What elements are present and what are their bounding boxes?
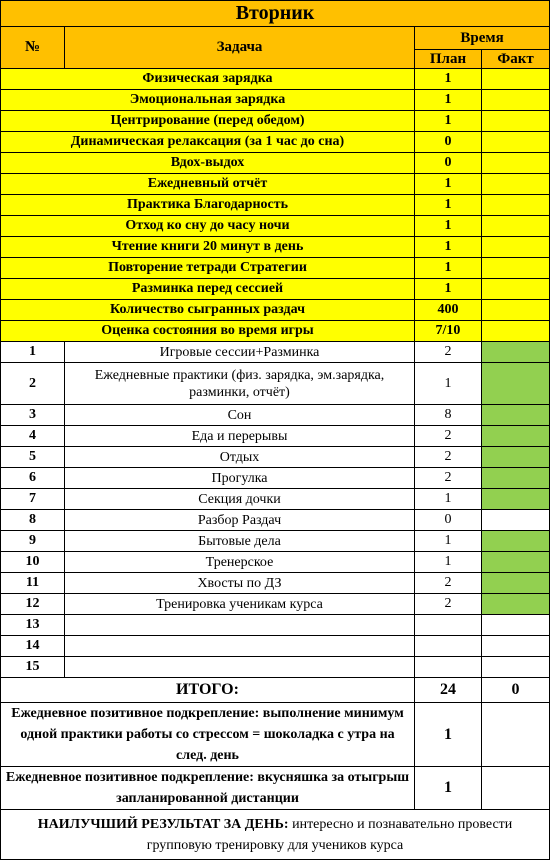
day-title: Вторник <box>1 1 550 27</box>
daily-practice-row <box>1 300 550 321</box>
best-result-text: интересно и познавательно провести групповую тренировку для учеников курса <box>146 816 513 853</box>
task-row <box>1 363 550 405</box>
task-row <box>1 510 550 531</box>
reinforcement-text: Ежедневное позитивное подкрепление: выполнение минимум одной практики работы со стрессом = шоколадка с утра на след. день <box>1 703 415 767</box>
task-plan[interactable] <box>415 657 482 678</box>
task-number: 2 <box>1 363 65 405</box>
total-plan: 24 <box>415 678 482 703</box>
task-fact[interactable] <box>482 594 550 615</box>
task-fact[interactable] <box>482 531 550 552</box>
daily-practice-plan: 1 <box>415 216 482 237</box>
task-name[interactable] <box>65 615 415 636</box>
best-result <box>1 810 550 860</box>
daily-practice-plan: 0 <box>415 153 482 174</box>
daily-practice-fact[interactable] <box>482 69 550 90</box>
task-fact[interactable] <box>482 510 550 531</box>
task-plan[interactable]: 2 <box>415 573 482 594</box>
total-fact: 0 <box>482 678 550 703</box>
task-number: 9 <box>1 531 65 552</box>
daily-practice-label: Повторение тетради Стратегии <box>1 258 415 279</box>
daily-practice-plan: 0 <box>415 132 482 153</box>
reinforcement-fact[interactable] <box>482 703 550 767</box>
daily-practice-row <box>1 90 550 111</box>
column-task-header: Задача <box>65 27 415 69</box>
daily-practice-label: Отход ко сну до часу ночи <box>1 216 415 237</box>
daily-practice-fact[interactable] <box>482 132 550 153</box>
daily-practice-row <box>1 216 550 237</box>
daily-practice-fact[interactable] <box>482 216 550 237</box>
daily-practice-row <box>1 111 550 132</box>
reinforcement-fact[interactable] <box>482 767 550 810</box>
task-name[interactable]: Бытовые дела <box>65 531 415 552</box>
task-fact[interactable] <box>482 489 550 510</box>
task-row <box>1 342 550 363</box>
task-plan[interactable]: 2 <box>415 468 482 489</box>
task-name[interactable]: Еда и перерывы <box>65 426 415 447</box>
task-name[interactable] <box>65 657 415 678</box>
reinforcement-text: Ежедневное позитивное подкрепление: вкусняшка за отыгрыш запланированной дистанции <box>1 767 415 810</box>
daily-practice-label: Количество сыгранных раздач <box>1 300 415 321</box>
daily-practice-fact[interactable] <box>482 258 550 279</box>
task-name[interactable]: Прогулка <box>65 468 415 489</box>
task-fact[interactable] <box>482 363 550 405</box>
daily-practice-plan: 1 <box>415 111 482 132</box>
column-fact-header: Факт <box>482 50 550 69</box>
daily-practice-fact[interactable] <box>482 90 550 111</box>
task-row <box>1 636 550 657</box>
task-name[interactable]: Тренерское <box>65 552 415 573</box>
total-label: ИТОГО: <box>1 678 415 703</box>
daily-practice-label: Динамическая релаксация (за 1 час до сна) <box>1 132 415 153</box>
task-number: 15 <box>1 657 65 678</box>
daily-practice-row <box>1 279 550 300</box>
daily-practice-plan: 1 <box>415 174 482 195</box>
task-plan[interactable]: 8 <box>415 405 482 426</box>
daily-practices-section <box>1 69 550 342</box>
task-row <box>1 405 550 426</box>
reinforcement-value: 1 <box>415 767 482 810</box>
task-name[interactable]: Сон <box>65 405 415 426</box>
task-row <box>1 531 550 552</box>
best-result-label: НАИЛУЧШИЙ РЕЗУЛЬТАТ ЗА ДЕНЬ: <box>37 816 289 832</box>
daily-practice-label: Разминка перед сессией <box>1 279 415 300</box>
daily-practice-row <box>1 258 550 279</box>
task-number: 1 <box>1 342 65 363</box>
daily-practice-fact[interactable] <box>482 279 550 300</box>
reinforcement-value: 1 <box>415 703 482 767</box>
task-fact[interactable] <box>482 657 550 678</box>
daily-practice-fact[interactable] <box>482 321 550 342</box>
daily-practice-row <box>1 237 550 258</box>
task-fact[interactable] <box>482 615 550 636</box>
task-plan[interactable]: 1 <box>415 531 482 552</box>
task-row <box>1 594 550 615</box>
task-row <box>1 573 550 594</box>
daily-practice-label: Физическая зарядка <box>1 69 415 90</box>
task-plan[interactable]: 2 <box>415 426 482 447</box>
task-plan[interactable]: 2 <box>415 447 482 468</box>
daily-practice-plan: 1 <box>415 195 482 216</box>
daily-practice-plan: 1 <box>415 258 482 279</box>
daily-practice-fact[interactable] <box>482 174 550 195</box>
task-number: 4 <box>1 426 65 447</box>
daily-practice-label: Центрирование (перед обедом) <box>1 111 415 132</box>
task-fact[interactable] <box>482 573 550 594</box>
daily-practice-row <box>1 174 550 195</box>
task-fact[interactable] <box>482 636 550 657</box>
task-fact[interactable] <box>482 342 550 363</box>
task-name[interactable]: Разбор Раздач <box>65 510 415 531</box>
column-plan-header: План <box>415 50 482 69</box>
daily-practice-row <box>1 132 550 153</box>
task-plan[interactable]: 0 <box>415 510 482 531</box>
daily-practice-label: Эмоциональная зарядка <box>1 90 415 111</box>
daily-practice-label: Оценка состояния во время игры <box>1 321 415 342</box>
task-number: 3 <box>1 405 65 426</box>
task-plan[interactable] <box>415 636 482 657</box>
task-number: 13 <box>1 615 65 636</box>
task-row <box>1 615 550 636</box>
task-number: 8 <box>1 510 65 531</box>
task-name[interactable]: Отдых <box>65 447 415 468</box>
task-fact[interactable] <box>482 405 550 426</box>
task-number: 5 <box>1 447 65 468</box>
daily-practice-plan: 7/10 <box>415 321 482 342</box>
task-plan[interactable]: 1 <box>415 363 482 405</box>
task-row <box>1 426 550 447</box>
daily-practice-fact[interactable] <box>482 195 550 216</box>
task-number: 10 <box>1 552 65 573</box>
daily-practice-fact[interactable] <box>482 300 550 321</box>
task-row <box>1 468 550 489</box>
task-number: 14 <box>1 636 65 657</box>
daily-practice-plan: 400 <box>415 300 482 321</box>
task-plan[interactable]: 1 <box>415 552 482 573</box>
daily-practice-plan: 1 <box>415 90 482 111</box>
daily-practice-plan: 1 <box>415 69 482 90</box>
task-fact[interactable] <box>482 552 550 573</box>
task-name[interactable] <box>65 636 415 657</box>
task-plan[interactable] <box>415 615 482 636</box>
daily-practice-label: Ежедневный отчёт <box>1 174 415 195</box>
task-plan[interactable]: 2 <box>415 594 482 615</box>
daily-practice-label: Вдох-выдох <box>1 153 415 174</box>
daily-practice-row <box>1 195 550 216</box>
daily-practice-row <box>1 153 550 174</box>
task-row <box>1 447 550 468</box>
task-name[interactable]: Секция дочки <box>65 489 415 510</box>
task-fact[interactable] <box>482 468 550 489</box>
task-number: 12 <box>1 594 65 615</box>
daily-practice-label: Чтение книги 20 минут в день <box>1 237 415 258</box>
daily-practice-plan: 1 <box>415 237 482 258</box>
daily-practice-fact[interactable] <box>482 111 550 132</box>
task-row <box>1 552 550 573</box>
task-name[interactable]: Тренировка ученикам курса <box>65 594 415 615</box>
task-plan[interactable]: 2 <box>415 342 482 363</box>
task-number: 7 <box>1 489 65 510</box>
task-name[interactable]: Игровые сессии+Разминка <box>65 342 415 363</box>
task-plan[interactable]: 1 <box>415 489 482 510</box>
tasks-section <box>1 342 550 678</box>
daily-practice-label: Практика Благодарность <box>1 195 415 216</box>
task-fact[interactable] <box>482 426 550 447</box>
daily-practice-plan: 1 <box>415 279 482 300</box>
daily-practice-row <box>1 321 550 342</box>
daily-practice-fact[interactable] <box>482 153 550 174</box>
column-time-header: Время <box>415 27 550 50</box>
task-name[interactable]: Ежедневные практики (физ. зарядка, эм.зарядка, разминки, отчёт) <box>65 363 415 405</box>
daily-practice-fact[interactable] <box>482 237 550 258</box>
task-number: 11 <box>1 573 65 594</box>
task-fact[interactable] <box>482 447 550 468</box>
task-name[interactable]: Хвосты по ДЗ <box>65 573 415 594</box>
daily-practice-row <box>1 69 550 90</box>
column-number-header: № <box>1 27 65 69</box>
task-number: 6 <box>1 468 65 489</box>
task-row <box>1 657 550 678</box>
task-row <box>1 489 550 510</box>
